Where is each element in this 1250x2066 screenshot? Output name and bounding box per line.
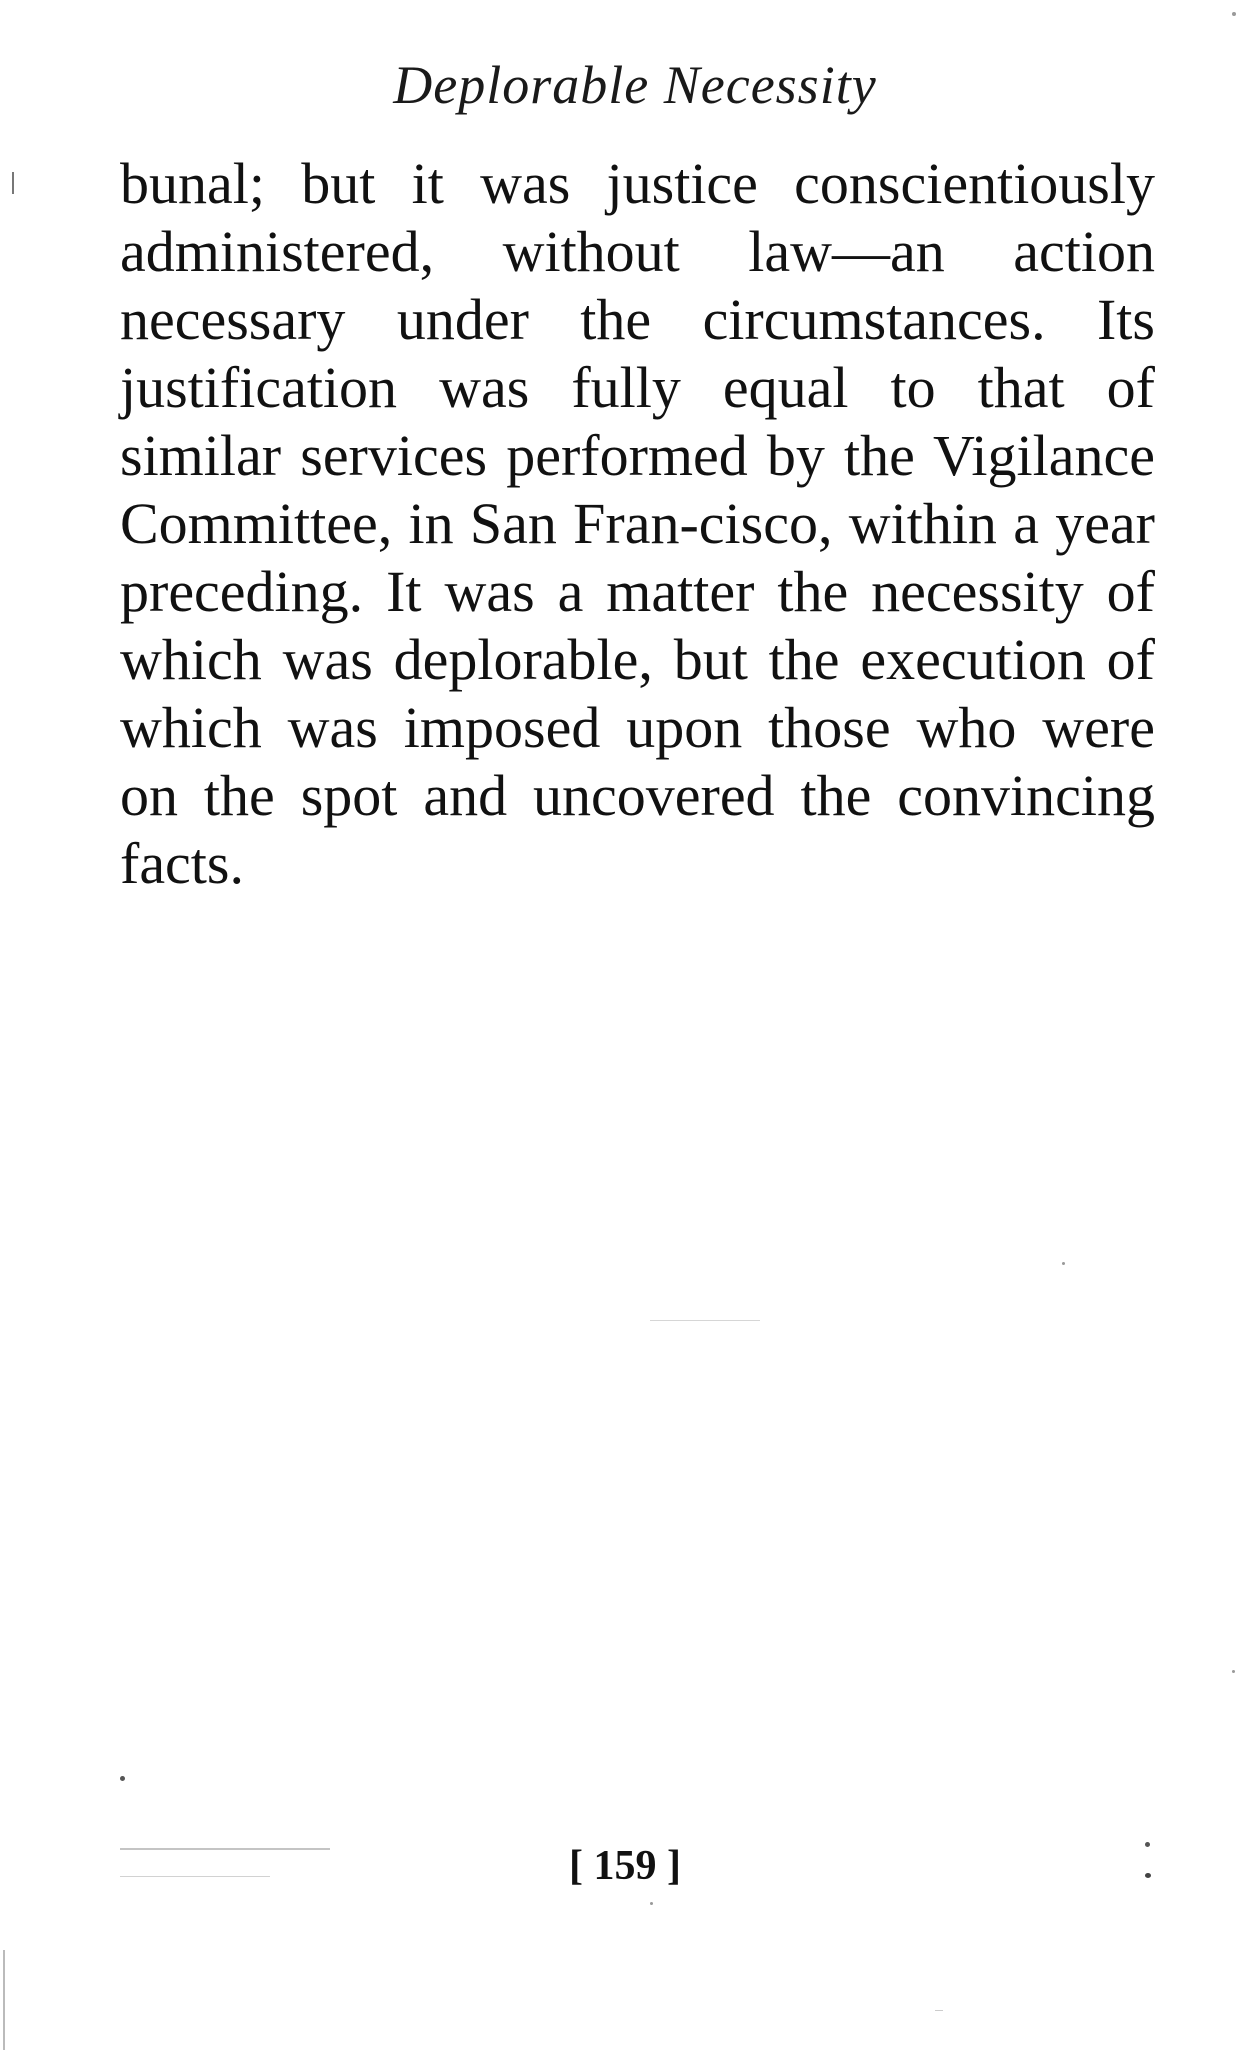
- scan-mark: [650, 1320, 760, 1321]
- page-number: [ 159 ]: [569, 1843, 681, 1889]
- scan-mark: [12, 172, 14, 194]
- running-head: Deplorable Necessity: [393, 55, 877, 115]
- scan-speck: [1232, 1670, 1235, 1673]
- scan-mark: [120, 1876, 270, 1877]
- scan-speck: [650, 1902, 653, 1905]
- body-paragraph: bunal; but it was justice conscientiously administered, without law—an action necessary under the circumstances. Its justification was fully equal to that of similar services performed by the Vigilance Committee, in San Fran-cisco, within a year preceding. It was a matter the necessity of which was deplorable, but the execution of which was imposed upon those who were on the spot and uncovered the convincing facts.: [120, 151, 1155, 896]
- scan-mark: [935, 2010, 943, 2011]
- scan-speck: [1145, 1873, 1151, 1878]
- scan-speck: [120, 1776, 125, 1781]
- scan-speck: [1062, 1262, 1065, 1265]
- scan-mark: [3, 1950, 5, 2050]
- scan-mark: [120, 1848, 330, 1850]
- scan-speck: [1232, 12, 1236, 16]
- scan-speck: [1145, 1842, 1150, 1847]
